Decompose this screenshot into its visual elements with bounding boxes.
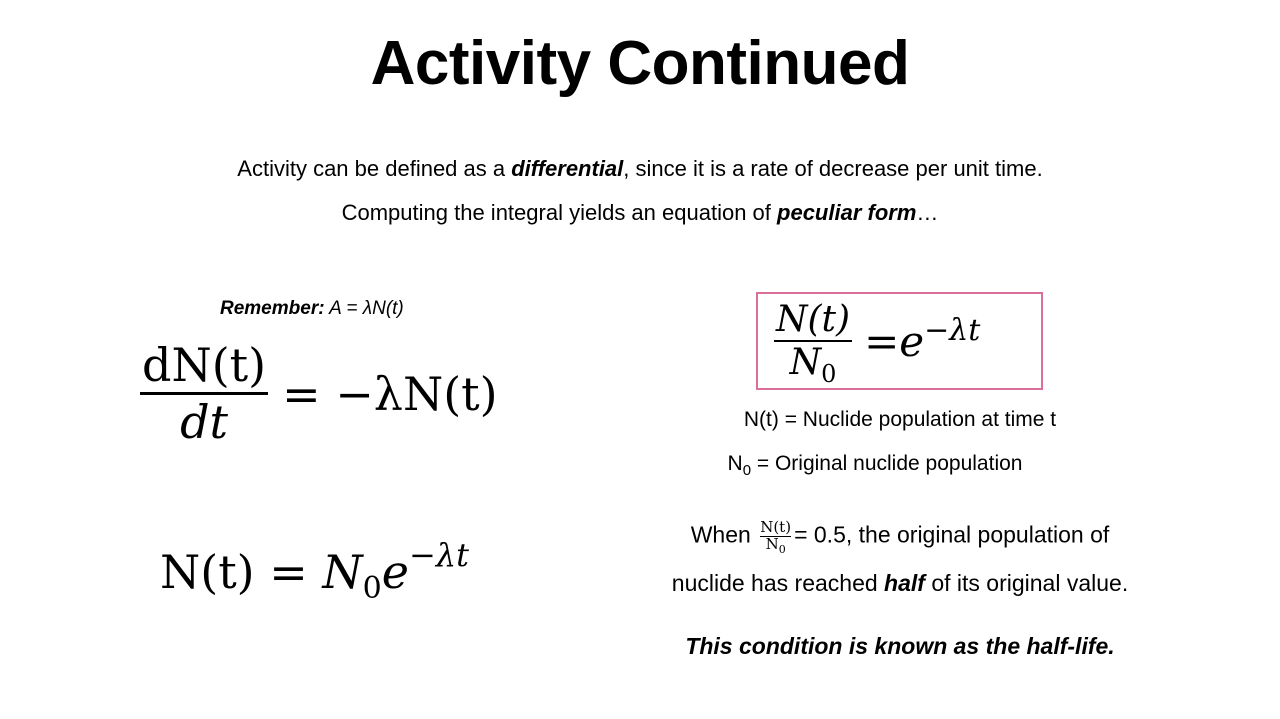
differential-denominator: dt <box>180 395 228 449</box>
solution-n: N <box>322 545 363 599</box>
intro-line-2 <box>0 200 1280 226</box>
differential-numerator: dN(t) <box>142 338 267 392</box>
solution-exponent: −λt <box>409 535 469 574</box>
ratio-fraction <box>774 299 852 389</box>
half-life-conclusion: This condition is known as the half-life. <box>685 633 1115 659</box>
when-fraction-denominator <box>765 534 786 556</box>
remember-label: Remember: <box>220 298 325 319</box>
when-fraction-denominator-base: N <box>765 534 779 553</box>
solution-n-subscript: 0 <box>362 571 382 607</box>
half-condition-line-2 <box>600 570 1200 597</box>
line2-emphasis: half <box>884 570 925 596</box>
definition-n0-rest: = Original nuclide population <box>751 452 1023 475</box>
solution-equation <box>160 535 469 607</box>
solution-e: e <box>381 545 409 599</box>
ratio-e: e <box>899 316 925 366</box>
half-condition-line-1 <box>600 518 1200 556</box>
when-word: When <box>690 521 751 548</box>
when-fraction-numerator: N(t) <box>760 518 792 536</box>
intro-line-1-before: Activity can be defined as a <box>237 156 512 181</box>
when-after: = 0.5, the original population of <box>794 521 1110 548</box>
solution-lhs: N(t) = <box>160 545 323 599</box>
boxed-ratio-equation: $\frac{N(t)}{N_0}$ = e $^{-\lambda t}$ <box>756 292 1043 390</box>
intro-line-1 <box>0 156 1280 182</box>
definition-nt: N(t) = Nuclide population at time t <box>743 408 1057 431</box>
line2-after: of its original value. <box>924 570 1129 596</box>
definition-n0-subscript: 0 <box>742 462 752 480</box>
ratio-numerator: N(t) <box>776 299 851 340</box>
differential-fraction <box>140 338 268 449</box>
intro-line-1-after: , since it is a rate of decrease per unit time. <box>623 156 1043 181</box>
ratio-denominator-base: N <box>789 342 822 383</box>
intro-line-2-before: Computing the integral yields an equation of <box>341 200 778 225</box>
differential-rhs: = −λN(t) <box>282 366 498 421</box>
line2-before: nuclide has reached <box>671 570 885 596</box>
when-fraction <box>760 518 792 556</box>
ratio-denominator-subscript: 0 <box>821 360 837 389</box>
ratio-equals: = <box>864 316 900 366</box>
ratio-denominator <box>788 342 839 389</box>
definition-n0 <box>650 452 1100 480</box>
differential-equation <box>140 338 498 449</box>
intro-line-2-emphasis: peculiar form <box>777 200 917 225</box>
slide-title: Activity Continued <box>370 29 910 98</box>
intro-line-2-after: … <box>916 200 939 225</box>
remember-expression: A = λN(t) <box>324 298 404 319</box>
when-fraction-denominator-subscript: 0 <box>778 542 786 556</box>
remember-note <box>220 298 404 320</box>
definition-n0-base: N <box>727 452 743 475</box>
intro-line-1-emphasis: differential <box>511 156 624 181</box>
